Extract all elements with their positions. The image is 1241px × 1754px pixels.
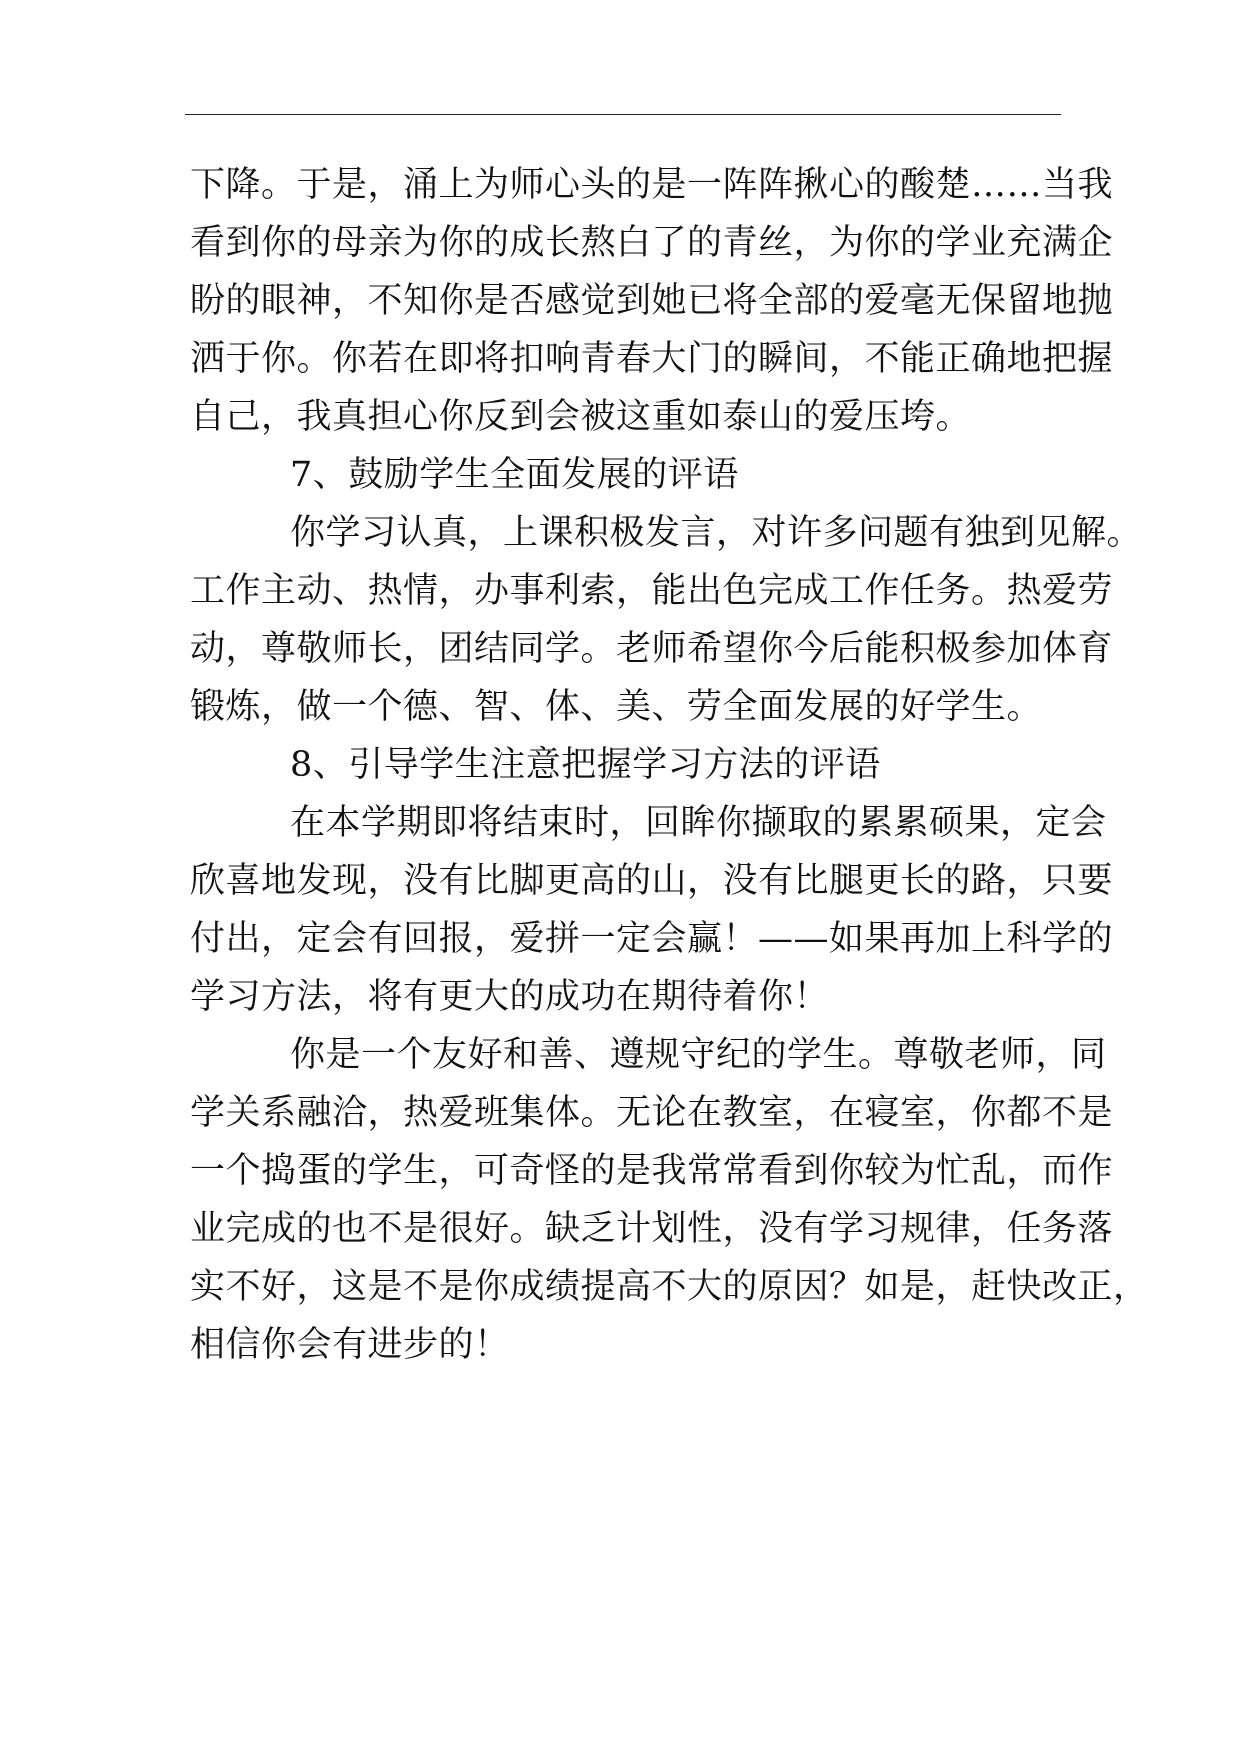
text-line: 欣喜地发现，没有比脚更高的山，没有比腿更长的路，只要 [190, 861, 1114, 901]
paragraph-first-line: 你是一个友好和善、遵规守纪的学生。尊敬老师，同 [290, 1035, 1107, 1075]
text-line: 锻炼，做一个德、智、体、美、劳全面发展的好学生。 [190, 687, 1043, 727]
text-line: 看到你的母亲为你的成长熬白了的青丝，为你的学业充满企 [190, 223, 1114, 263]
text-line: 学习方法，将有更大的成功在期待着你！ [190, 977, 830, 1017]
paragraph-first-line: 在本学期即将结束时，回眸你撷取的累累硕果，定会 [290, 803, 1107, 843]
text-line: 工作主动、热情，办事利索，能出色完成工作任务。热爱劳 [190, 571, 1114, 611]
paragraph-first-line: 你学习认真，上课积极发言，对许多问题有独到见解。 [290, 513, 1143, 553]
text-line: 实不好，这是不是你成绩提高不大的原因？如是，赶快改正， [190, 1267, 1149, 1307]
text-line: 自己，我真担心你反到会被这重如泰山的爱压垮。 [190, 397, 972, 437]
text-line: 业完成的也不是很好。缺乏计划性，没有学习规律，任务落 [190, 1209, 1114, 1249]
text-line: 一个捣蛋的学生，可奇怪的是我常常看到你较为忙乱，而作 [190, 1151, 1114, 1191]
text-line: 下降。于是，涌上为师心头的是一阵阵揪心的酸楚……当我 [190, 165, 1114, 205]
text-line: 付出，定会有回报，爱拼一定会赢！——如果再加上科学的 [190, 919, 1114, 959]
text-line: 学关系融洽，热爱班集体。无论在教室，在寝室，你都不是 [190, 1093, 1114, 1133]
section-heading: 8、引导学生注意把握学习方法的评语 [290, 745, 881, 785]
text-line: 洒于你。你若在即将扣响青春大门的瞬间，不能正确地把握 [190, 339, 1114, 379]
text-line: 盼的眼神，不知你是否感觉到她已将全部的爱毫无保留地抛 [190, 281, 1114, 321]
text-line: 相信你会有进步的！ [190, 1325, 510, 1365]
text-line: 动，尊敬师长，团结同学。老师希望你今后能积极参加体育 [190, 629, 1114, 669]
section-heading: 7、鼓励学生全面发展的评语 [290, 455, 739, 495]
header-rule [185, 114, 1061, 115]
document-body [190, 156, 1149, 1374]
